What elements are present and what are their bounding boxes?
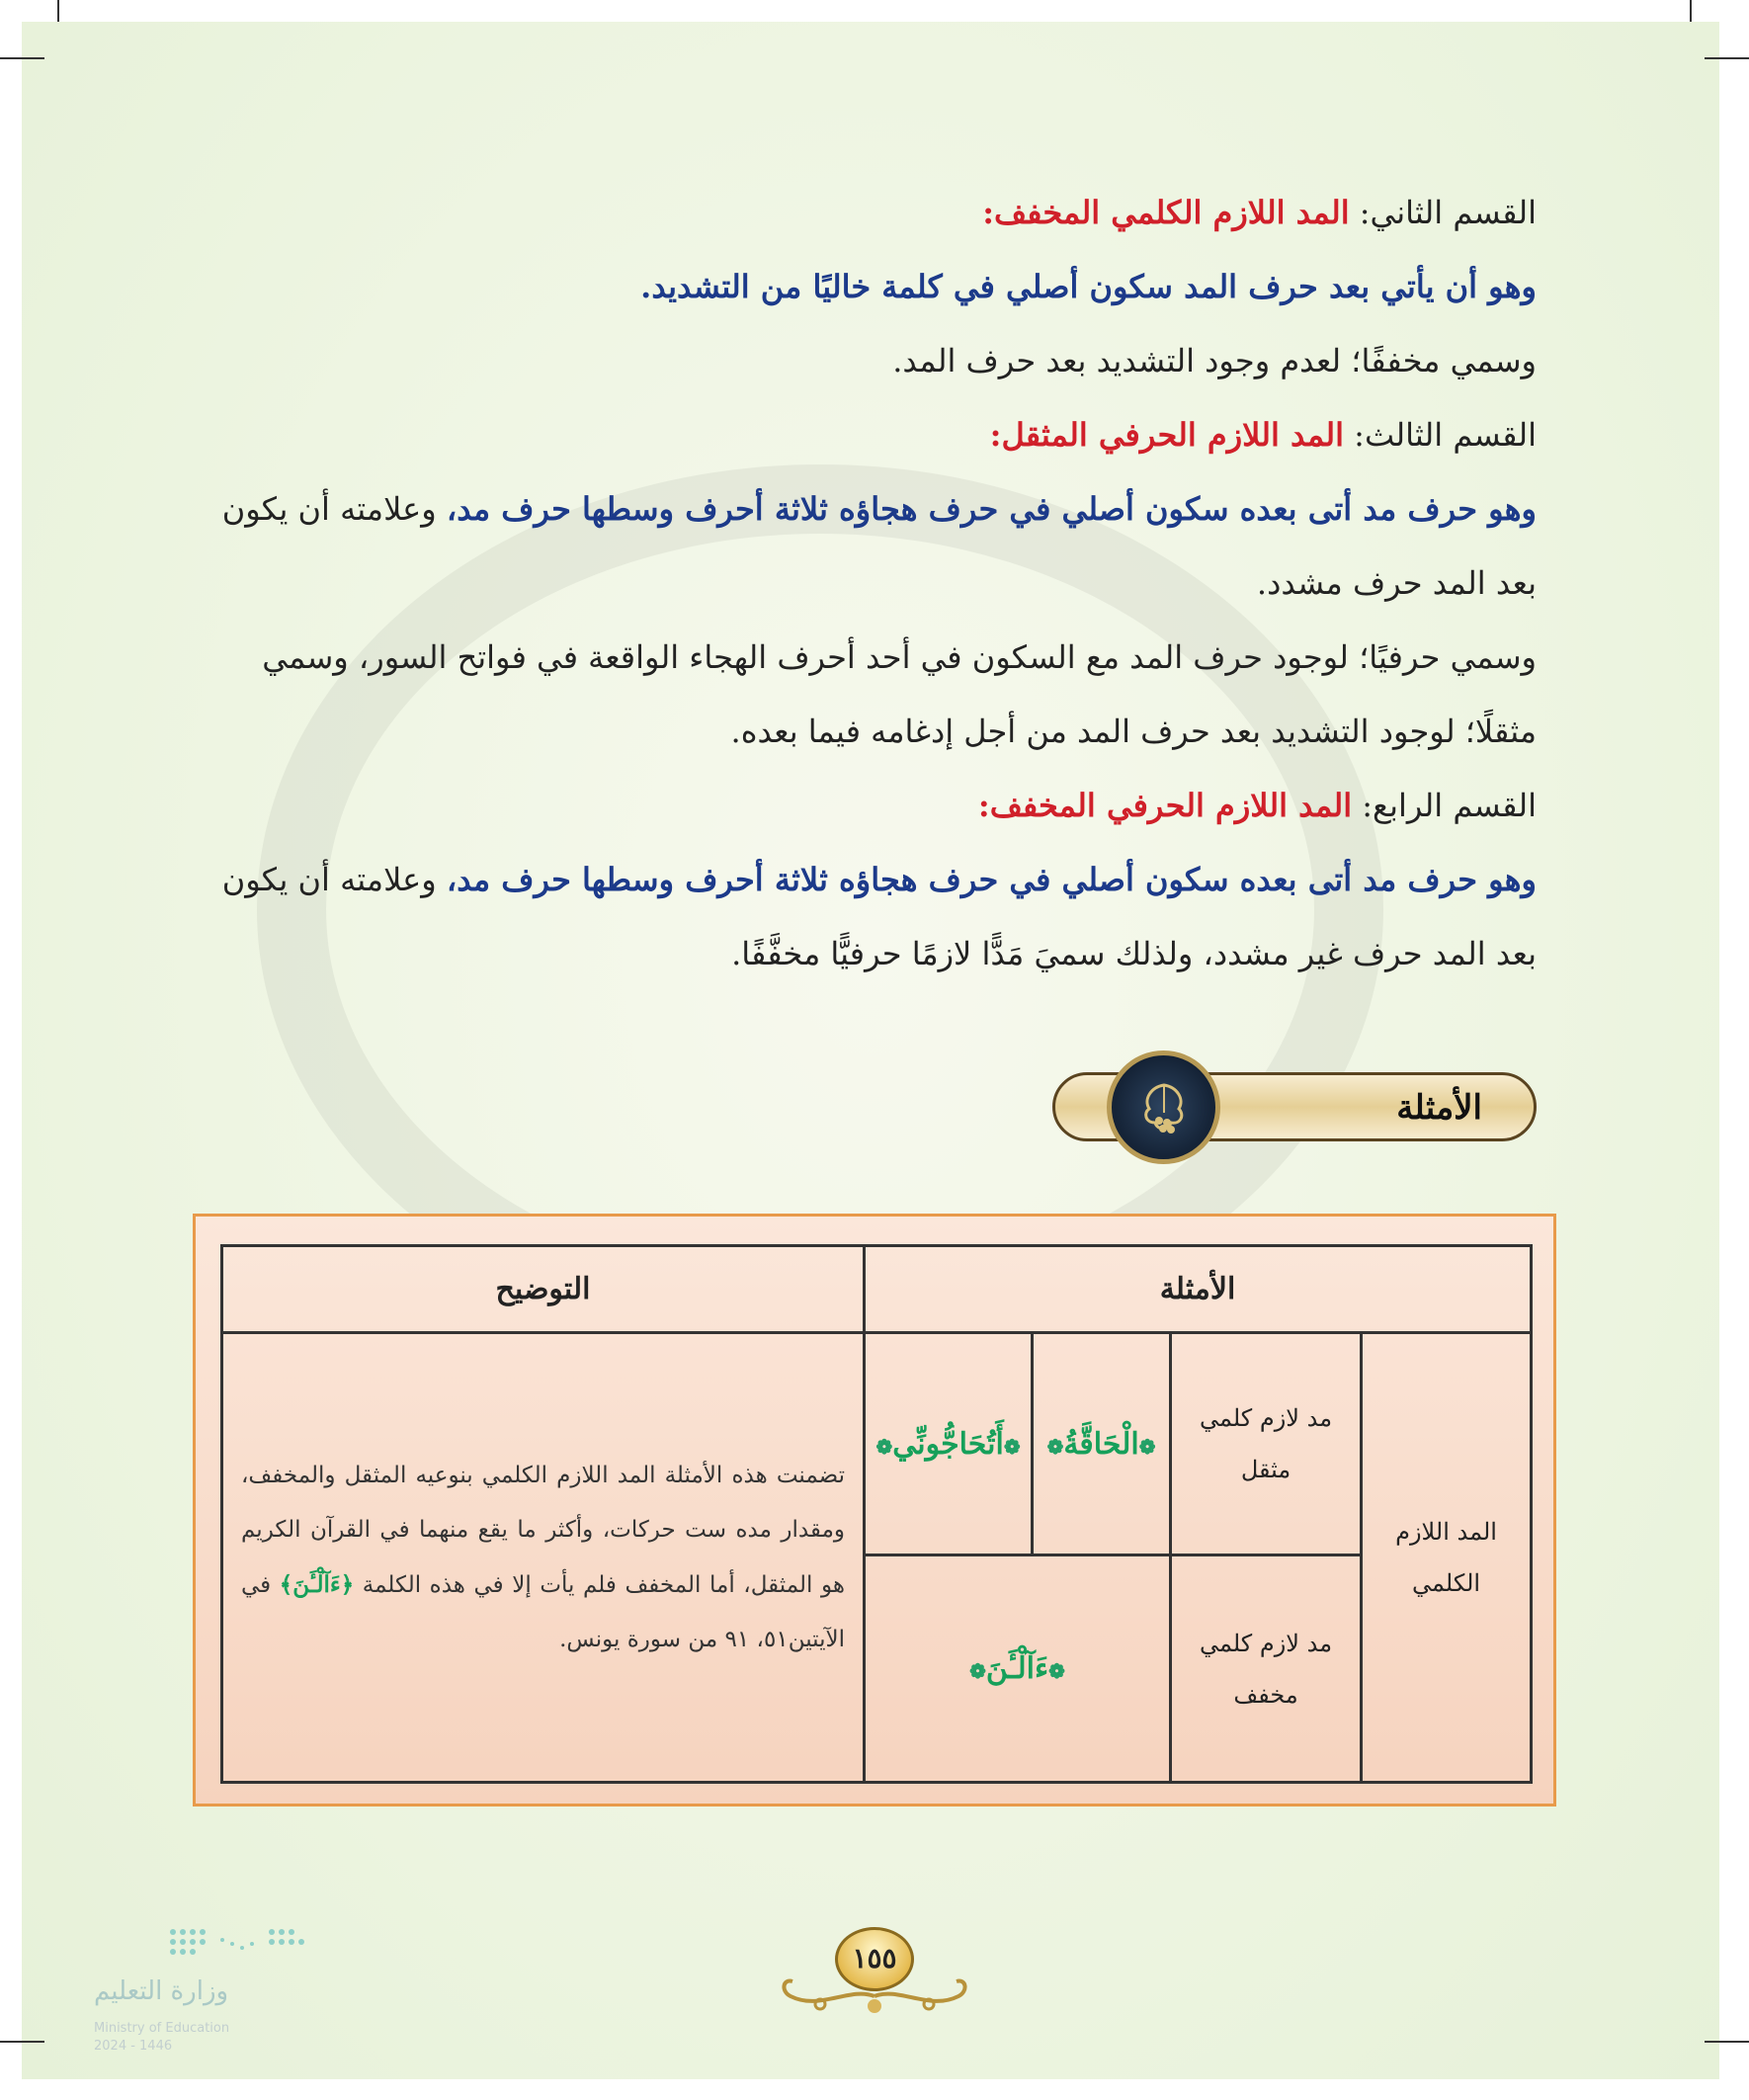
examples-table-container bbox=[193, 1214, 1556, 1806]
section-4-heading bbox=[212, 776, 1537, 850]
explanation-part-1: تضمنت هذه الأمثلة المد اللازم الكلمي بنوعيه المثقل والمخفف، ومقدار مده ست حركات، وأكثر ما يقع منهما في القرآن الكريم هو المثقل، أما المخفف فلم يأت إلا في هذه الكلمة bbox=[241, 1462, 845, 1598]
crop-mark bbox=[57, 0, 59, 22]
ministry-name-ar: وزارة التعليم bbox=[94, 1976, 229, 2006]
main-text bbox=[212, 183, 1537, 998]
section-3-definition bbox=[212, 479, 1537, 553]
crop-mark bbox=[0, 2041, 44, 2043]
definition-bold: وهو حرف مد أتى بعده سكون أصلي في حرف هجاؤه ثلاثة أحرف وسطها حرف مد، bbox=[446, 490, 1537, 528]
section-title: المد اللازم الحرفي المخفف: bbox=[977, 787, 1353, 824]
section-2-note: وسمي مخففًا؛ لعدم وجود التشديد بعد حرف المد. bbox=[892, 342, 1537, 379]
section-2-heading bbox=[212, 183, 1537, 257]
section-3-definition-cont: بعد المد حرف مشدد. bbox=[1256, 564, 1537, 602]
ministry-name-en: Ministry of Education bbox=[94, 2021, 230, 2036]
section-prefix: القسم الثالث: bbox=[1343, 416, 1537, 454]
explanation-text bbox=[223, 1449, 863, 1667]
banner-title: الأمثلة bbox=[1396, 1088, 1482, 1128]
row2-type-line-1: مد لازم كلمي bbox=[1199, 1629, 1333, 1657]
category-line-2: الكلمي bbox=[1412, 1569, 1481, 1597]
section-3-heading bbox=[212, 405, 1537, 479]
ayah-text: أَتُحَاجُّونِّي bbox=[892, 1426, 1004, 1462]
explanation-ayah-word: ﴿ءَآلْـَٔنَ﴾ bbox=[279, 1570, 355, 1598]
row2-example: ❁ءَآلْـَٔنَ❁ bbox=[865, 1555, 1171, 1783]
explanation-part-2: في الآيتين٥١، ٩١ من سورة يونس. bbox=[241, 1571, 845, 1652]
grape-leaf-icon bbox=[1107, 1050, 1220, 1164]
section-title: المد اللازم الحرفي المثقل: bbox=[989, 416, 1344, 454]
section-prefix: القسم الثاني: bbox=[1349, 194, 1537, 231]
category-line-1: المد اللازم bbox=[1395, 1518, 1497, 1546]
ministry-logo bbox=[94, 1922, 331, 2054]
explanation-cell bbox=[222, 1333, 865, 1783]
row2-type-cell bbox=[1171, 1555, 1362, 1783]
section-title: المد اللازم الكلمي المخفف: bbox=[982, 194, 1350, 231]
section-prefix: القسم الرابع: bbox=[1352, 787, 1537, 824]
section-3-note-1: وسمي حرفيًا؛ لوجود حرف المد مع السكون في أحد أحرف الهجاء الواقعة في فواتح السور، وسمي bbox=[262, 638, 1537, 676]
ministry-year: 2024 - 1446 bbox=[94, 2039, 173, 2054]
section-4-definition bbox=[212, 850, 1537, 924]
examples-table bbox=[220, 1244, 1533, 1784]
row1-type-line-1: مد لازم كلمي bbox=[1199, 1404, 1333, 1432]
definition-rest: وعلامته أن يكون bbox=[221, 861, 447, 898]
row1-example-1: ❁الْحَاقَّةُ❁ bbox=[1033, 1333, 1171, 1555]
crop-mark bbox=[1705, 57, 1749, 59]
page-number: ١٥٥ bbox=[835, 1927, 914, 1991]
header-explanation: التوضيح bbox=[222, 1246, 865, 1333]
row2-type-line-2: مخفف bbox=[1233, 1680, 1298, 1709]
crop-mark bbox=[0, 57, 44, 59]
crop-mark bbox=[1705, 2041, 1749, 2043]
page-number-ornament bbox=[761, 1927, 988, 2026]
definition-rest: وعلامته أن يكون bbox=[221, 490, 447, 528]
definition-bold: وهو حرف مد أتى بعده سكون أصلي في حرف هجاؤه ثلاثة أحرف وسطها حرف مد، bbox=[446, 861, 1537, 898]
ayah-text: الْحَاقَّةُ bbox=[1063, 1426, 1139, 1462]
ministry-dots-icon bbox=[163, 1922, 331, 1962]
explanation-ayah-text: ءَآلْـَٔنَ bbox=[292, 1570, 341, 1598]
row1-type-line-2: مثقل bbox=[1240, 1456, 1291, 1483]
row1-type-cell bbox=[1171, 1333, 1362, 1555]
section-2-definition: وهو أن يأتي بعد حرف المد سكون أصلي في كلمة خاليًا من التشديد. bbox=[640, 268, 1537, 305]
examples-banner bbox=[1052, 1050, 1537, 1164]
section-3-note-2: مثقلًا؛ لوجود التشديد بعد حرف المد من أجل إدغامه فيما بعده. bbox=[730, 713, 1537, 750]
category-cell bbox=[1362, 1333, 1532, 1783]
header-examples: الأمثلة bbox=[865, 1246, 1532, 1333]
crop-mark bbox=[1690, 0, 1692, 22]
ayah-text: ءَآلْـَٔنَ bbox=[985, 1651, 1049, 1686]
section-4-definition-cont: بعد المد حرف غير مشدد، ولذلك سميَ مَدًّا لازمًا حرفيًّا مخفَّفًا. bbox=[731, 935, 1537, 972]
row1-example-2: ❁أَتُحَاجُّونِّي❁ bbox=[865, 1333, 1033, 1555]
